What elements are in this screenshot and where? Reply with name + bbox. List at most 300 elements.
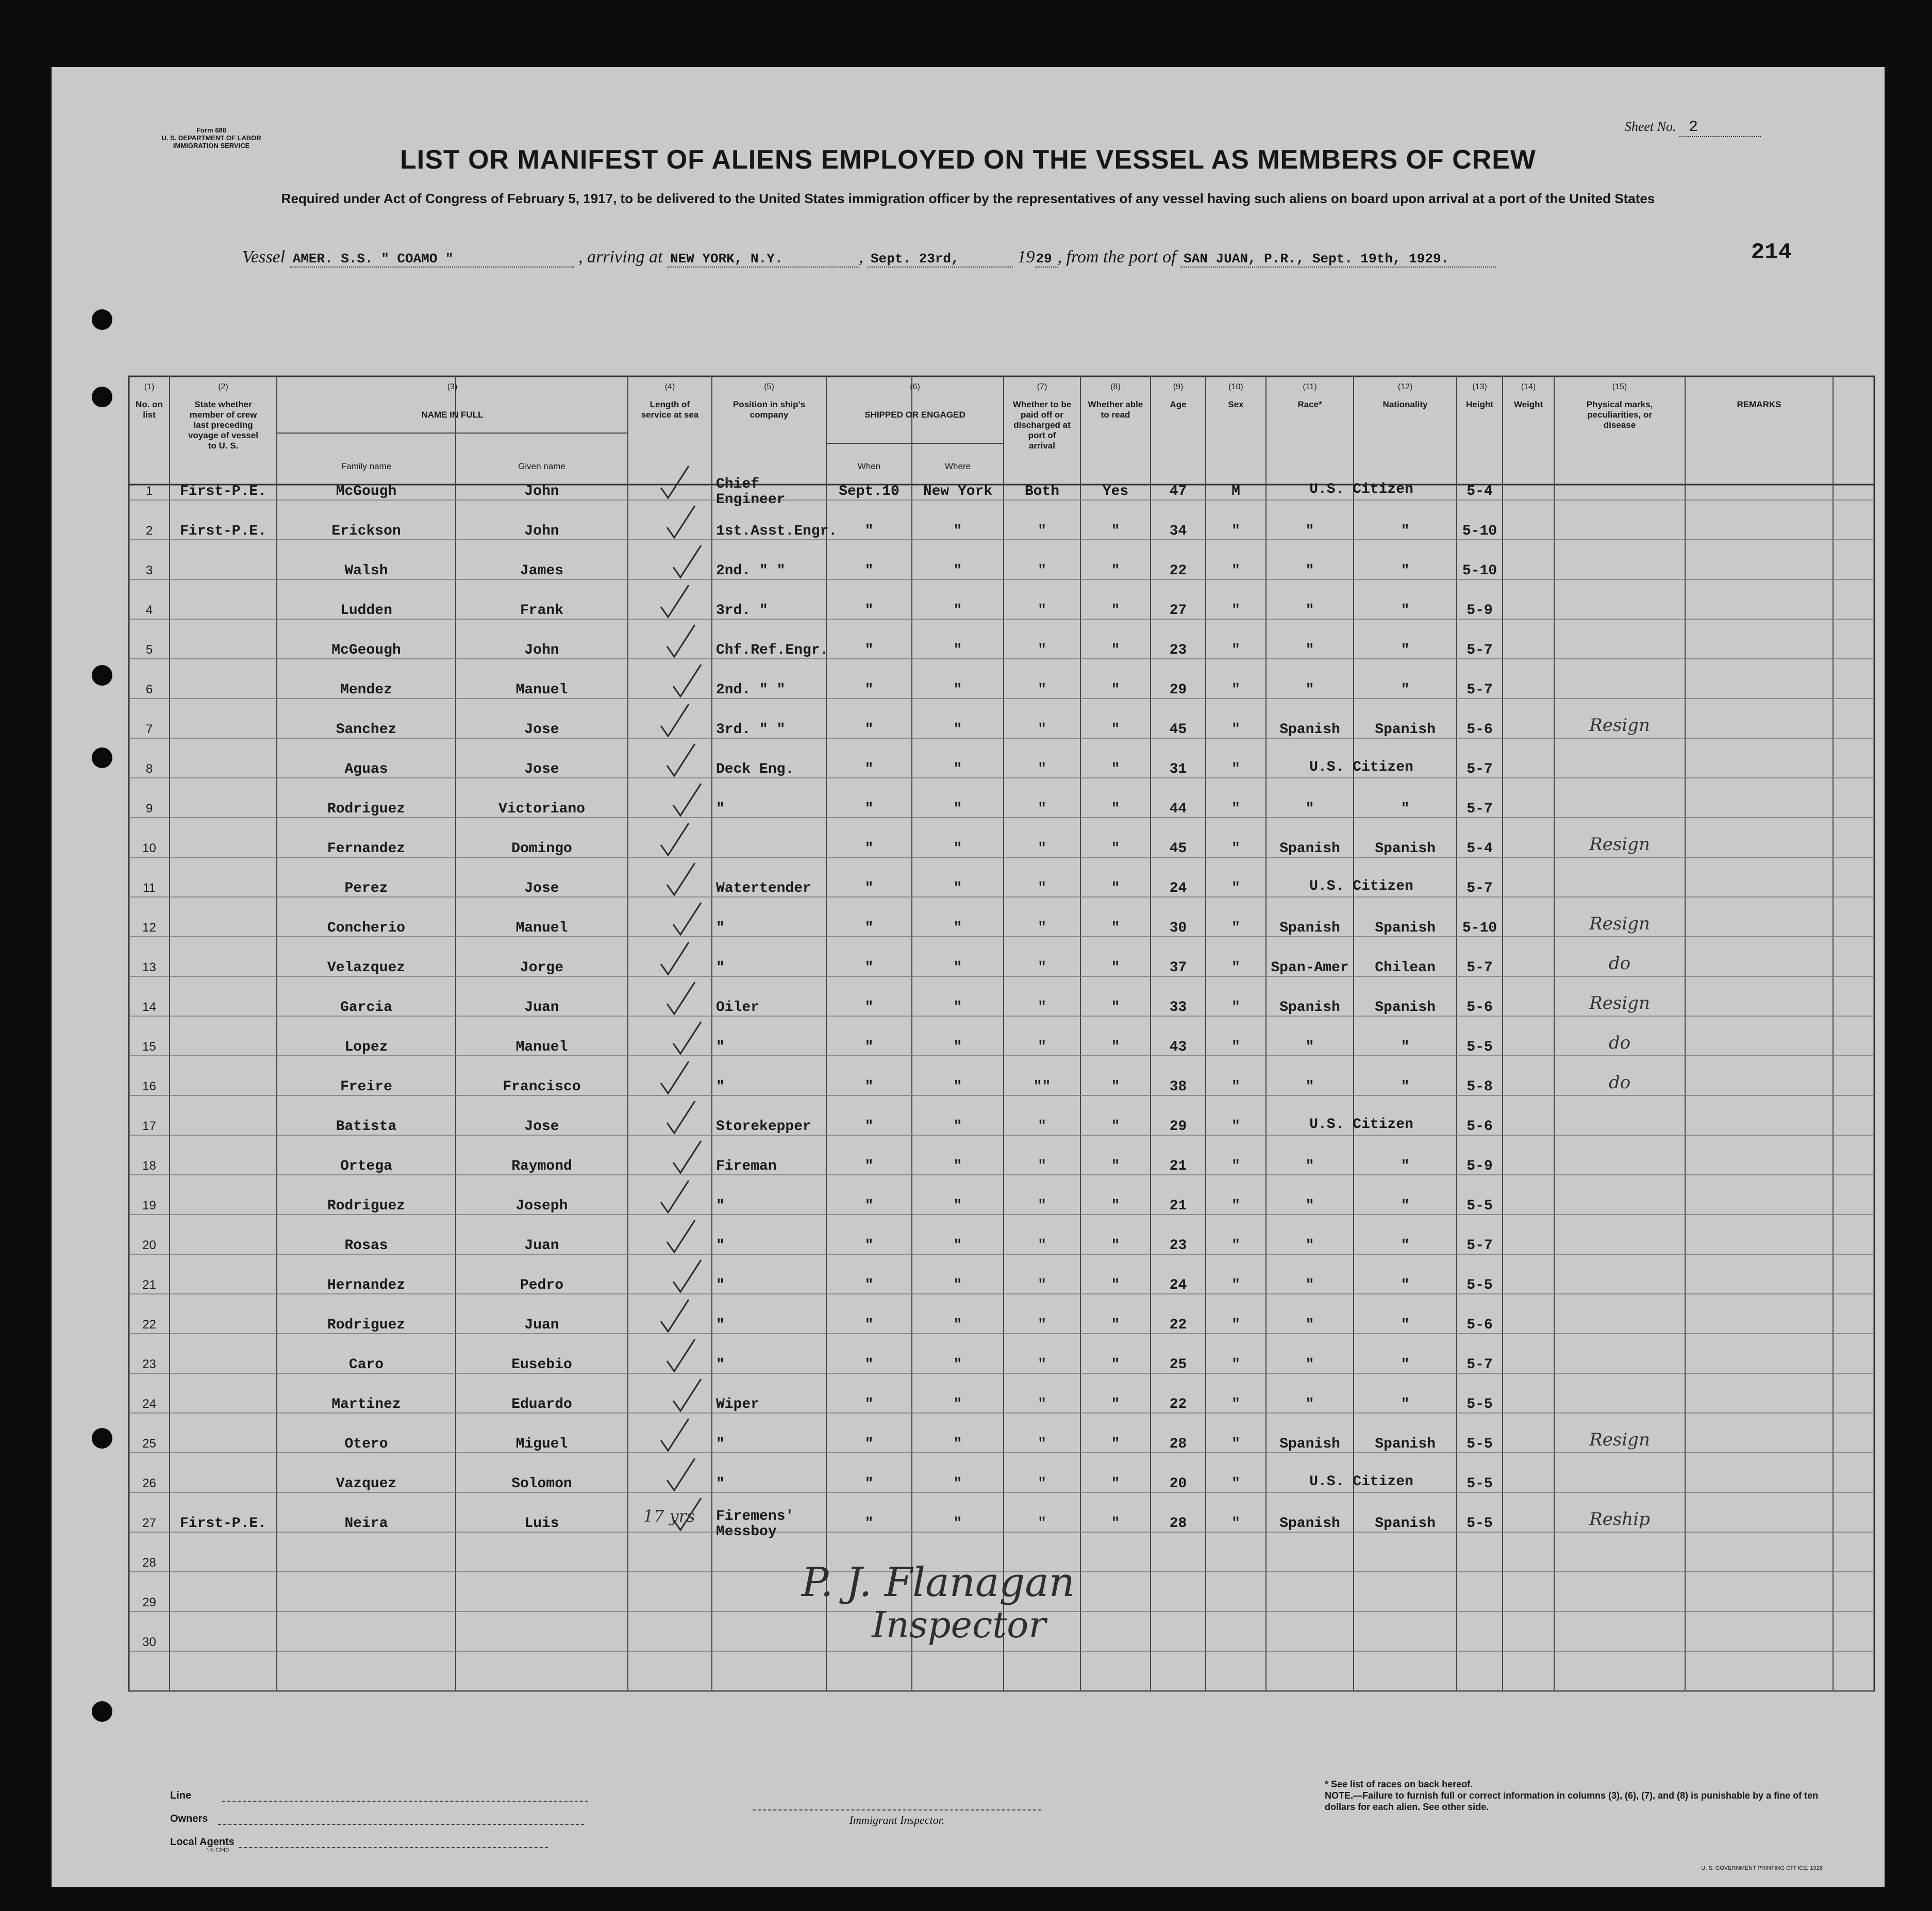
handwritten-mark: do xyxy=(1608,1033,1631,1053)
paid-cell: " xyxy=(1038,1158,1046,1174)
height-cell: 5-8 xyxy=(1467,1079,1493,1095)
paid-cell: " xyxy=(1038,1000,1046,1016)
vessel-name: AMER. S.S. " COAMO " xyxy=(290,251,574,268)
paid-cell: " xyxy=(1038,841,1046,857)
read-cell: " xyxy=(1111,1516,1120,1532)
height-cell: 5-6 xyxy=(1467,1317,1493,1333)
race-cell: " xyxy=(1305,1397,1314,1413)
sheet-value: 2 xyxy=(1679,119,1761,137)
given-cell: Jose xyxy=(524,1119,559,1135)
when-cell: " xyxy=(864,1039,874,1055)
arrival-date: Sept. 23rd, xyxy=(868,251,1013,268)
sex-cell: " xyxy=(1231,841,1240,857)
height-cell: 5-5 xyxy=(1467,1397,1493,1413)
when-cell: " xyxy=(864,1119,874,1135)
column-sublabel: Given name xyxy=(518,461,565,471)
age-cell: 31 xyxy=(1169,761,1187,777)
where-cell: " xyxy=(953,1436,962,1452)
when-cell: " xyxy=(864,1079,874,1095)
age-cell: 45 xyxy=(1169,722,1187,738)
read-cell: " xyxy=(1111,1079,1120,1095)
family-cell: Concherio xyxy=(327,920,406,936)
vessel-line: Vessel AMER. S.S. " COAMO " , arriving at NEW YORK, N.Y. , Sept. 23rd, 1929 , from the port of SAN JUAN, P.R., Sept. 19th, 1929. xyxy=(242,247,1714,273)
given-cell: Domingo xyxy=(511,841,572,857)
given-cell: Jose xyxy=(524,880,559,896)
no-cell: 19 xyxy=(142,1199,156,1212)
sex-cell: " xyxy=(1231,1079,1240,1095)
footer-notes xyxy=(1325,1779,1840,1813)
paid-cell: " xyxy=(1038,761,1046,777)
read-cell: " xyxy=(1111,880,1120,896)
family-cell: Ludden xyxy=(340,603,392,619)
no-cell: 24 xyxy=(142,1397,156,1411)
no-cell: 22 xyxy=(142,1318,156,1332)
paid-cell: " xyxy=(1038,1476,1046,1492)
column-label: State whether xyxy=(194,400,252,409)
column-number: (9) xyxy=(1173,383,1184,391)
given-cell: Pedro xyxy=(520,1277,564,1293)
paid-cell: " xyxy=(1038,682,1046,698)
no-cell: 11 xyxy=(143,881,156,895)
where-cell: " xyxy=(953,722,962,738)
nationality-cell: " xyxy=(1401,1158,1410,1174)
paid-cell: " xyxy=(1038,801,1046,817)
family-cell: Vazquez xyxy=(336,1476,397,1492)
position-cell: 1st.Asst.Engr. xyxy=(716,523,838,539)
no-cell: 3 xyxy=(145,563,153,577)
sex-cell: " xyxy=(1231,801,1240,817)
no-cell: 16 xyxy=(142,1079,156,1093)
footer-fields xyxy=(170,1779,588,1848)
column-number: (7) xyxy=(1037,383,1047,391)
age-cell: 33 xyxy=(1169,1000,1187,1016)
when-cell: " xyxy=(864,1476,874,1492)
column-sublabel: Where xyxy=(944,461,971,471)
check-mark xyxy=(661,1181,689,1212)
race-cell: " xyxy=(1305,563,1314,579)
position-cell: " xyxy=(716,1079,725,1095)
sex-cell: " xyxy=(1231,1516,1240,1532)
given-cell: Raymond xyxy=(511,1158,572,1174)
given-cell: Solomon xyxy=(511,1476,572,1492)
nationality-cell: Spanish xyxy=(1375,1516,1436,1532)
family-cell: Rodriguez xyxy=(327,1198,406,1214)
when-cell: " xyxy=(864,1436,874,1452)
given-cell: Miguel xyxy=(515,1436,568,1452)
height-cell: 5-7 xyxy=(1467,642,1493,658)
no-cell: 27 xyxy=(142,1516,156,1530)
position-cell: Chf.Ref.Engr. xyxy=(716,642,829,658)
check-mark xyxy=(667,1339,695,1371)
check-mark xyxy=(673,1141,701,1173)
position-cell: " xyxy=(716,1436,725,1452)
height-cell: 5-9 xyxy=(1467,1158,1493,1174)
column-label: Weight xyxy=(1513,400,1543,409)
column-number: (5) xyxy=(764,383,774,391)
given-cell: James xyxy=(520,563,564,579)
no-cell: 23 xyxy=(142,1357,156,1371)
given-cell: Jose xyxy=(524,761,559,777)
family-cell: Rodriguez xyxy=(327,1317,406,1333)
height-cell: 5-10 xyxy=(1462,920,1497,936)
family-cell: Otero xyxy=(344,1436,388,1452)
column-number: (2) xyxy=(218,383,228,391)
check-mark xyxy=(667,625,695,657)
position-cell: 3rd. " " xyxy=(716,722,786,738)
when-cell: " xyxy=(864,960,874,976)
age-cell: 25 xyxy=(1169,1357,1187,1373)
sex-cell: " xyxy=(1231,880,1240,896)
nationality-cell: Chilean xyxy=(1375,960,1436,976)
paid-cell: " xyxy=(1038,1238,1046,1254)
given-cell: Frank xyxy=(520,603,564,619)
sex-cell: " xyxy=(1231,523,1240,539)
family-cell: Aguas xyxy=(344,761,388,777)
check-mark xyxy=(673,784,701,816)
check-mark xyxy=(667,982,695,1014)
when-cell: " xyxy=(864,1357,874,1373)
race-cell: " xyxy=(1305,1277,1314,1293)
column-label: No. on xyxy=(136,400,163,409)
column-label: Length of xyxy=(649,400,690,409)
age-cell: 43 xyxy=(1169,1039,1187,1055)
arriving-at: NEW YORK, N.Y. xyxy=(667,251,859,268)
no-cell: 29 xyxy=(142,1596,156,1609)
manifest-page xyxy=(52,67,1885,1887)
prev-cell: First-P.E. xyxy=(179,1516,267,1532)
column-label: Position in ship's xyxy=(732,400,806,409)
race-cell: Spanish xyxy=(1279,1516,1340,1532)
when-cell: " xyxy=(864,1317,874,1333)
read-cell: " xyxy=(1111,682,1120,698)
position-cell: Storekepper xyxy=(716,1119,811,1135)
position-cell: Messboy xyxy=(716,1524,777,1540)
position-cell: Watertender xyxy=(716,880,811,896)
height-cell: 5-5 xyxy=(1467,1198,1493,1214)
column-label: company xyxy=(750,410,789,420)
read-cell: " xyxy=(1111,563,1120,579)
age-cell: 29 xyxy=(1169,1119,1187,1135)
where-cell: " xyxy=(953,801,962,817)
when-cell: " xyxy=(864,761,874,777)
family-cell: Lopez xyxy=(344,1039,388,1055)
no-cell: 21 xyxy=(142,1278,156,1292)
where-cell: " xyxy=(953,1357,962,1373)
where-cell: " xyxy=(953,1277,962,1293)
age-cell: 29 xyxy=(1169,682,1187,698)
when-cell: " xyxy=(864,1516,874,1532)
check-mark xyxy=(667,863,695,895)
paid-cell: " xyxy=(1038,1039,1046,1055)
when-cell: " xyxy=(864,603,874,619)
family-cell: Walsh xyxy=(344,563,388,579)
column-label: last preceding xyxy=(193,420,253,430)
position-cell: " xyxy=(716,960,725,976)
position-cell: Firemens' xyxy=(716,1508,794,1524)
sheet-label: Sheet No. xyxy=(1624,119,1676,134)
race-cell: Spanish xyxy=(1279,1436,1340,1452)
when-cell: " xyxy=(864,841,874,857)
given-cell: Manuel xyxy=(515,1039,568,1055)
given-cell: Jose xyxy=(524,722,559,738)
read-cell: " xyxy=(1111,722,1120,738)
column-label: Whether to be xyxy=(1012,400,1072,409)
position-cell: 2nd. " " xyxy=(716,563,786,579)
column-label: paid off or xyxy=(1020,410,1064,420)
given-cell: John xyxy=(524,523,559,539)
age-cell: 37 xyxy=(1169,960,1187,976)
paid-cell: " xyxy=(1038,1397,1046,1413)
age-cell: 28 xyxy=(1169,1436,1187,1452)
sex-cell: " xyxy=(1231,1277,1240,1293)
race-cell: Span-Amer xyxy=(1271,960,1349,976)
paid-cell: " xyxy=(1038,722,1046,738)
column-number: (12) xyxy=(1397,383,1413,391)
read-cell: " xyxy=(1111,1476,1120,1492)
column-label: Nationality xyxy=(1383,400,1428,409)
column-label: Race* xyxy=(1297,400,1322,409)
no-cell: 13 xyxy=(142,960,156,974)
given-cell: Jorge xyxy=(520,960,564,976)
nationality-cell: " xyxy=(1401,1277,1410,1293)
handwritten-mark: Resign xyxy=(1589,715,1650,736)
sex-cell: " xyxy=(1231,1357,1240,1373)
height-cell: 5-10 xyxy=(1462,563,1497,579)
height-cell: 5-7 xyxy=(1467,761,1493,777)
paid-cell: Both xyxy=(1024,484,1060,500)
check-mark xyxy=(661,823,689,855)
read-cell: " xyxy=(1111,1436,1120,1452)
age-cell: 21 xyxy=(1169,1198,1187,1214)
no-cell: 26 xyxy=(142,1476,156,1490)
race-cell: U.S. Citizen xyxy=(1309,759,1413,775)
owners-label: Owners xyxy=(170,1813,208,1824)
no-cell: 25 xyxy=(142,1437,156,1451)
column-number: (15) xyxy=(1612,383,1627,391)
race-cell: " xyxy=(1305,642,1314,658)
when-cell: " xyxy=(864,801,874,817)
prev-cell: First-P.E. xyxy=(179,523,267,539)
nationality-cell: " xyxy=(1401,1357,1410,1373)
given-cell: Joseph xyxy=(515,1198,568,1214)
column-label: Physical marks, xyxy=(1586,400,1653,409)
race-cell: " xyxy=(1305,523,1314,539)
height-cell: 5-10 xyxy=(1462,523,1497,539)
height-cell: 5-7 xyxy=(1467,801,1493,817)
handwritten-mark: do xyxy=(1608,953,1631,974)
height-cell: 5-4 xyxy=(1467,841,1493,857)
sex-cell: " xyxy=(1231,761,1240,777)
nationality-cell: Spanish xyxy=(1375,841,1436,857)
check-mark xyxy=(673,664,701,696)
nationality-cell: " xyxy=(1401,642,1410,658)
check-mark xyxy=(667,1458,695,1490)
no-cell: 14 xyxy=(142,1000,156,1014)
race-cell: U.S. Citizen xyxy=(1309,1474,1413,1490)
family-cell: Batista xyxy=(336,1119,397,1135)
sex-cell: " xyxy=(1231,563,1240,579)
check-mark xyxy=(673,903,701,935)
family-cell: Martinez xyxy=(331,1397,401,1413)
position-cell: " xyxy=(716,1317,725,1333)
stamp-number: 214 xyxy=(1751,240,1792,265)
check-mark xyxy=(661,704,689,736)
position-cell: " xyxy=(716,1198,725,1214)
check-mark xyxy=(661,466,689,498)
nationality-cell: " xyxy=(1401,563,1410,579)
check-mark xyxy=(673,1022,701,1054)
nationality-cell: " xyxy=(1401,1039,1410,1055)
position-cell: " xyxy=(716,1476,725,1492)
handwritten-mark: Resign xyxy=(1589,834,1650,855)
family-cell: Neira xyxy=(344,1516,388,1532)
page-title: LIST OR MANIFEST OF ALIENS EMPLOYED ON THE VESSEL AS MEMBERS OF CREW xyxy=(400,145,1536,175)
paid-cell: " xyxy=(1038,960,1046,976)
column-number: (14) xyxy=(1521,383,1536,391)
no-cell: 20 xyxy=(142,1238,156,1252)
sex-cell: " xyxy=(1231,960,1240,976)
where-cell: " xyxy=(953,761,962,777)
read-cell: " xyxy=(1111,1357,1120,1373)
handwritten-mark: Reship xyxy=(1589,1509,1650,1530)
where-cell: " xyxy=(953,1516,962,1532)
department: U. S. DEPARTMENT OF LABOR xyxy=(161,134,261,142)
check-mark xyxy=(661,585,689,617)
read-cell: " xyxy=(1111,1317,1120,1333)
position-cell: " xyxy=(716,801,725,817)
age-cell: 24 xyxy=(1169,1277,1187,1293)
race-cell: " xyxy=(1305,1039,1314,1055)
check-mark xyxy=(661,1419,689,1451)
sex-cell: " xyxy=(1231,1317,1240,1333)
race-cell: " xyxy=(1305,682,1314,698)
family-cell: Mendez xyxy=(340,682,392,698)
sex-cell: " xyxy=(1231,603,1240,619)
paid-cell: " xyxy=(1038,1516,1046,1532)
race-cell: " xyxy=(1305,1317,1314,1333)
paid-cell: " xyxy=(1038,1119,1046,1135)
family-cell: Rosas xyxy=(344,1238,388,1254)
column-sublabel: Family name xyxy=(341,461,392,471)
no-cell: 2 xyxy=(145,524,153,538)
given-cell: Manuel xyxy=(515,682,568,698)
when-cell: Sept.10 xyxy=(839,484,900,500)
inspector-label: Immigrant Inspector. xyxy=(753,1809,1041,1827)
check-mark xyxy=(673,545,701,577)
agents-code: 14-1240 xyxy=(206,1847,229,1854)
column-label: discharged at xyxy=(1013,420,1071,430)
position-cell: " xyxy=(716,1357,725,1373)
when-cell: " xyxy=(864,642,874,658)
read-cell: " xyxy=(1111,1158,1120,1174)
vessel-label: Vessel xyxy=(242,247,286,267)
read-cell: " xyxy=(1111,920,1120,936)
age-cell: 38 xyxy=(1169,1079,1187,1095)
column-number: (13) xyxy=(1472,383,1487,391)
column-number: (8) xyxy=(1110,383,1121,391)
family-cell: Sanchez xyxy=(336,722,397,738)
paid-cell: " xyxy=(1038,1357,1046,1373)
sex-cell: " xyxy=(1231,1476,1240,1492)
race-cell: Spanish xyxy=(1279,920,1340,936)
position-cell: Fireman xyxy=(716,1158,777,1174)
sex-cell: " xyxy=(1231,1119,1240,1135)
manifest-table xyxy=(52,289,1885,1649)
no-cell: 30 xyxy=(142,1635,156,1649)
where-cell: " xyxy=(953,841,962,857)
print-office: U. S. GOVERNMENT PRINTING OFFICE: 1928 xyxy=(1701,1865,1823,1871)
sex-cell: " xyxy=(1231,682,1240,698)
where-cell: " xyxy=(953,563,962,579)
age-cell: 47 xyxy=(1169,484,1187,500)
age-cell: 23 xyxy=(1169,1238,1187,1254)
height-cell: 5-5 xyxy=(1467,1516,1493,1532)
check-mark xyxy=(667,1220,695,1252)
where-cell: " xyxy=(953,1039,962,1055)
given-cell: Juan xyxy=(524,1317,559,1333)
height-cell: 5-7 xyxy=(1467,880,1493,896)
no-cell: 4 xyxy=(145,603,153,617)
family-cell: Fernandez xyxy=(327,841,406,857)
when-cell: " xyxy=(864,523,874,539)
family-cell: Perez xyxy=(344,880,388,896)
no-cell: 10 xyxy=(142,841,156,855)
race-cell: " xyxy=(1305,1357,1314,1373)
given-cell: Eusebio xyxy=(511,1357,572,1373)
read-cell: " xyxy=(1111,1198,1120,1214)
paid-cell: " xyxy=(1038,920,1046,936)
sex-cell: " xyxy=(1231,1198,1240,1214)
no-cell: 12 xyxy=(142,921,156,935)
paid-cell: " xyxy=(1038,880,1046,896)
read-cell: " xyxy=(1111,761,1120,777)
family-cell: Ortega xyxy=(340,1158,392,1174)
sheet-number xyxy=(1625,119,1761,137)
paid-cell: " xyxy=(1038,642,1046,658)
read-cell: " xyxy=(1111,523,1120,539)
age-cell: 45 xyxy=(1169,841,1187,857)
given-cell: Victoriano xyxy=(498,801,586,817)
position-cell: Engineer xyxy=(716,492,786,508)
sex-cell: " xyxy=(1231,722,1240,738)
paid-cell: " xyxy=(1038,1277,1046,1293)
paid-cell: " xyxy=(1038,603,1046,619)
nationality-cell: " xyxy=(1401,523,1410,539)
race-cell: Spanish xyxy=(1279,841,1340,857)
sex-cell: " xyxy=(1231,1158,1240,1174)
service: IMMIGRATION SERVICE xyxy=(173,142,250,149)
family-cell: McGough xyxy=(336,484,397,500)
sex-cell: " xyxy=(1231,1238,1240,1254)
position-cell: " xyxy=(716,1277,725,1293)
height-cell: 5-5 xyxy=(1467,1039,1493,1055)
age-cell: 23 xyxy=(1169,642,1187,658)
family-cell: Freire xyxy=(340,1079,392,1095)
given-cell: John xyxy=(524,642,559,658)
family-cell: Rodriguez xyxy=(327,801,406,817)
when-cell: " xyxy=(864,1397,874,1413)
line-label: Line xyxy=(170,1790,192,1801)
column-number: (6) xyxy=(910,383,920,391)
given-cell: Juan xyxy=(524,1000,559,1016)
year-prefix: 19 xyxy=(1017,247,1035,267)
when-cell: " xyxy=(864,920,874,936)
nationality-cell: " xyxy=(1401,801,1410,817)
read-cell: " xyxy=(1111,1397,1120,1413)
column-label: arrival xyxy=(1028,441,1056,451)
height-cell: 5-7 xyxy=(1467,960,1493,976)
column-label: voyage of vessel xyxy=(188,430,259,440)
